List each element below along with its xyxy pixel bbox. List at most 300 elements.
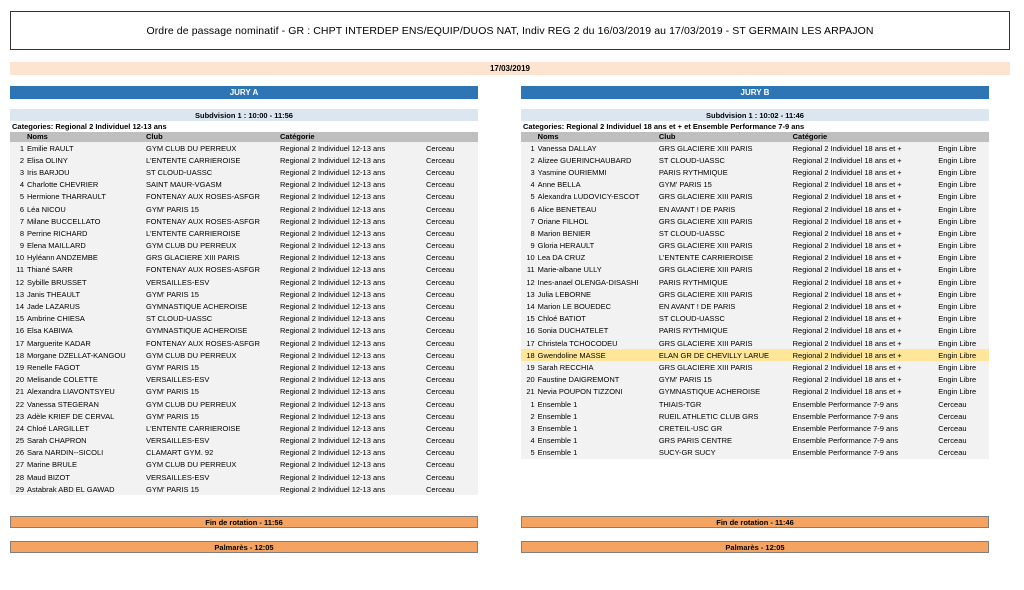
row-club: L'ENTENTE CARRIEROISE — [146, 423, 241, 433]
row-category: Regional 2 Individuel 18 ans et + — [792, 326, 902, 336]
row-name: Maud BIZOT — [27, 472, 70, 482]
row-category: Regional 2 Individuel 12-13 ans — [280, 216, 386, 226]
row-name: Ensemble 1 — [537, 448, 578, 458]
table-row — [10, 313, 478, 325]
jury-b-palmares — [521, 541, 989, 553]
row-club: GRS GLACIERE XIII PARIS — [658, 143, 753, 153]
row-apparatus: Cerceau — [426, 241, 455, 251]
table-row — [521, 252, 989, 264]
column-club: Club — [146, 132, 163, 141]
table-row — [10, 154, 478, 166]
table-row — [521, 325, 989, 337]
row-name: Anne BELLA — [537, 180, 581, 190]
table-row — [10, 435, 478, 447]
row-number: 7 — [530, 216, 535, 226]
row-club: FONTENAY AUX ROSES-ASFGR — [146, 338, 260, 348]
row-category: Regional 2 Individuel 18 ans et + — [792, 277, 902, 287]
row-category: Regional 2 Individuel 12-13 ans — [280, 302, 386, 312]
row-apparatus: Cerceau — [426, 375, 455, 385]
row-club: ST CLOUD-UASSC — [146, 314, 213, 324]
row-club: THIAIS-TGR — [658, 399, 702, 409]
row-category: Regional 2 Individuel 12-13 ans — [280, 448, 386, 458]
table-row — [521, 337, 989, 349]
table-row — [10, 374, 478, 386]
row-apparatus: Engin Libre — [938, 228, 977, 238]
table-row — [521, 313, 989, 325]
table-row — [521, 166, 989, 178]
table-row — [10, 337, 478, 349]
table-row — [521, 142, 989, 154]
row-number: 20 — [15, 375, 24, 385]
row-number: 1 — [19, 143, 24, 153]
row-category: Regional 2 Individuel 18 ans et + — [792, 155, 902, 165]
table-row — [10, 349, 478, 361]
row-number: 28 — [15, 472, 24, 482]
row-apparatus: Engin Libre — [938, 375, 977, 385]
row-name: Elisa OLINY — [27, 155, 68, 165]
row-club: ST CLOUD-UASSC — [658, 314, 725, 324]
row-apparatus: Cerceau — [426, 289, 455, 299]
row-club: SUCY-GR SUCY — [658, 448, 716, 458]
row-category: Regional 2 Individuel 12-13 ans — [280, 253, 386, 263]
row-name: Milane BUCCELLATO — [27, 216, 101, 226]
row-apparatus: Engin Libre — [938, 265, 977, 275]
row-club: GYM' PARIS 15 — [658, 180, 712, 190]
row-number: 17 — [526, 338, 535, 348]
row-apparatus: Cerceau — [938, 448, 967, 458]
jury-a-subdivision — [10, 109, 478, 121]
row-name: Faustine DAIGREMONT — [537, 375, 620, 385]
row-name: Sarah CHAPRON — [27, 436, 87, 446]
row-name: Marion BENIER — [537, 228, 591, 238]
row-apparatus: Engin Libre — [938, 350, 977, 360]
table-row — [521, 227, 989, 239]
table-row — [10, 227, 478, 239]
row-category: Ensemble Performance 7-9 ans — [792, 436, 899, 446]
jury-a-header — [10, 86, 478, 99]
jury-b-end-rotation — [521, 516, 989, 528]
row-club: L'ENTENTE CARRIEROISE — [658, 253, 754, 263]
row-name: Jade LAZARUS — [27, 302, 80, 312]
jury-a-palmares-text: Palmarès - 12:05 — [214, 542, 274, 552]
jury-b-column-header — [521, 132, 989, 142]
row-club: GYM CLUB DU PERREUX — [146, 143, 237, 153]
row-category: Regional 2 Individuel 12-13 ans — [280, 387, 386, 397]
jury-a-rows — [10, 142, 478, 495]
row-category: Regional 2 Individuel 12-13 ans — [280, 350, 386, 360]
row-number: 15 — [15, 314, 24, 324]
row-name: Ensemble 1 — [537, 436, 578, 446]
row-apparatus: Engin Libre — [938, 253, 977, 263]
table-row — [521, 435, 989, 447]
row-category: Regional 2 Individuel 12-13 ans — [280, 277, 386, 287]
row-apparatus: Cerceau — [426, 216, 455, 226]
row-name: Thiané SARR — [27, 265, 73, 275]
row-number: 5 — [530, 192, 535, 202]
row-number: 6 — [530, 204, 535, 214]
row-club: SAINT MAUR-VGASM — [146, 180, 222, 190]
row-apparatus: Cerceau — [938, 436, 967, 446]
row-club: GRS GLACIERE XIII PARIS — [658, 216, 753, 226]
row-number: 10 — [15, 253, 24, 263]
row-number: 13 — [526, 289, 535, 299]
row-name: Marion LE BOUEDEC — [537, 302, 612, 312]
table-row — [521, 276, 989, 288]
row-apparatus: Engin Libre — [938, 338, 977, 348]
row-category: Regional 2 Individuel 12-13 ans — [280, 155, 386, 165]
row-name: Alexandra LUDOVICY-ESCOT — [537, 192, 640, 202]
table-row — [521, 398, 989, 410]
row-club: VERSAILLES-ESV — [146, 436, 210, 446]
row-category: Regional 2 Individuel 12-13 ans — [280, 338, 386, 348]
row-club: ST CLOUD-UASSC — [658, 155, 725, 165]
table-row — [10, 191, 478, 203]
jury-b-categories: Categories: Regional 2 Individuel 18 ans et + et Ensemble Performance 7-9 ans — [523, 122, 805, 131]
row-apparatus: Engin Libre — [938, 204, 977, 214]
row-category: Regional 2 Individuel 12-13 ans — [280, 265, 386, 275]
table-row — [10, 288, 478, 300]
table-row — [10, 361, 478, 373]
row-club: EN AVANT ! DE PARIS — [658, 204, 736, 214]
row-club: GRS GLACIERE XIII PARIS — [658, 289, 753, 299]
row-name: Alizee GUERINCHAUBARD — [537, 155, 632, 165]
jury-a-panel — [10, 86, 478, 495]
row-name: Vanessa DALLAY — [537, 143, 597, 153]
row-number: 19 — [526, 362, 535, 372]
row-name: Julia LEBORNE — [537, 289, 592, 299]
row-number: 11 — [526, 265, 535, 275]
row-category: Regional 2 Individuel 12-13 ans — [280, 167, 386, 177]
row-category: Regional 2 Individuel 12-13 ans — [280, 289, 386, 299]
row-club: GYM CLUB DU PERREUX — [146, 241, 237, 251]
row-category: Ensemble Performance 7-9 ans — [792, 423, 899, 433]
row-category: Regional 2 Individuel 12-13 ans — [280, 180, 386, 190]
row-number: 6 — [19, 204, 24, 214]
row-club: FONTENAY AUX ROSES-ASFGR — [146, 192, 260, 202]
row-name: Morgane DZELLAT-KANGOU — [27, 350, 126, 360]
row-category: Regional 2 Individuel 12-13 ans — [280, 228, 386, 238]
row-category: Ensemble Performance 7-9 ans — [792, 411, 899, 421]
row-apparatus: Cerceau — [426, 411, 455, 421]
table-row — [10, 471, 478, 483]
row-number: 8 — [19, 228, 24, 238]
row-club: VERSAILLES-ESV — [146, 277, 210, 287]
row-name: Ensemble 1 — [537, 411, 578, 421]
row-name: Janis THEAULT — [27, 289, 81, 299]
row-category: Regional 2 Individuel 12-13 ans — [280, 192, 386, 202]
table-row — [10, 483, 478, 495]
row-category: Regional 2 Individuel 12-13 ans — [280, 411, 386, 421]
table-row — [521, 179, 989, 191]
row-category: Regional 2 Individuel 12-13 ans — [280, 472, 386, 482]
row-apparatus: Cerceau — [426, 362, 455, 372]
row-category: Regional 2 Individuel 12-13 ans — [280, 423, 386, 433]
row-category: Regional 2 Individuel 18 ans et + — [792, 241, 902, 251]
row-number: 9 — [19, 241, 24, 251]
row-club: GYM CLUB DU PERREUX — [146, 350, 237, 360]
row-apparatus: Engin Libre — [938, 192, 977, 202]
row-number: 13 — [15, 289, 24, 299]
document-title — [10, 11, 1010, 50]
table-row — [10, 325, 478, 337]
row-name: Gloria HERAULT — [537, 241, 595, 251]
table-row — [521, 215, 989, 227]
row-name: Perrine RICHARD — [27, 228, 88, 238]
table-row — [521, 154, 989, 166]
row-number: 1 — [530, 143, 535, 153]
row-club: PARIS RYTHMIQUE — [658, 167, 728, 177]
table-row — [10, 166, 478, 178]
row-category: Regional 2 Individuel 18 ans et + — [792, 338, 902, 348]
row-category: Regional 2 Individuel 18 ans et + — [792, 302, 902, 312]
row-club: GYM' PARIS 15 — [146, 411, 199, 421]
row-name: Emilie RAULT — [27, 143, 74, 153]
row-category: Regional 2 Individuel 18 ans et + — [792, 204, 902, 214]
table-row — [10, 240, 478, 252]
row-category: Regional 2 Individuel 12-13 ans — [280, 436, 386, 446]
row-name: Elena MAILLARD — [27, 241, 86, 251]
table-row — [521, 191, 989, 203]
row-apparatus: Engin Libre — [938, 143, 977, 153]
row-number: 15 — [526, 314, 535, 324]
row-category: Regional 2 Individuel 18 ans et + — [792, 362, 902, 372]
jury-b-header-text: JURY B — [740, 88, 770, 97]
row-name: Marie-albane ULLY — [537, 265, 602, 275]
row-club: GRS GLACIERE XIII PARIS — [658, 241, 753, 251]
row-name: Elsa KABIWA — [27, 326, 73, 336]
column-category: Catégorie — [280, 132, 315, 141]
row-number: 18 — [526, 350, 535, 360]
row-name: Adèle KRIEF DE CERVAL — [27, 411, 115, 421]
row-club: ST CLOUD-UASSC — [146, 167, 213, 177]
row-apparatus: Cerceau — [426, 387, 455, 397]
row-name: Gwendoline MASSE — [537, 350, 606, 360]
row-category: Regional 2 Individuel 18 ans et + — [792, 375, 902, 385]
row-name: Sarah RECCHIA — [537, 362, 594, 372]
row-club: GRS GLACIERE XIII PARIS — [658, 265, 753, 275]
row-apparatus: Engin Libre — [938, 326, 977, 336]
row-number: 21 — [15, 387, 24, 397]
row-club: GYMNASTIQUE ACHEROISE — [658, 387, 761, 397]
row-apparatus: Cerceau — [426, 167, 455, 177]
table-row — [521, 447, 989, 459]
row-club: GYM' PARIS 15 — [146, 387, 199, 397]
row-club: EN AVANT ! DE PARIS — [658, 302, 736, 312]
row-name: Marguerite KADAR — [27, 338, 91, 348]
row-number: 3 — [19, 167, 24, 177]
row-category: Regional 2 Individuel 12-13 ans — [280, 326, 386, 336]
row-apparatus: Cerceau — [426, 180, 455, 190]
row-apparatus: Engin Libre — [938, 362, 977, 372]
row-number: 9 — [530, 241, 535, 251]
row-number: 21 — [526, 387, 535, 397]
row-name: Charlotte CHEVRIER — [27, 180, 99, 190]
column-category: Catégorie — [792, 132, 828, 141]
row-apparatus: Cerceau — [426, 472, 455, 482]
row-category: Regional 2 Individuel 18 ans et + — [792, 253, 902, 263]
row-category: Regional 2 Individuel 18 ans et + — [792, 314, 902, 324]
jury-b-end-rotation-text: Fin de rotation - 11:46 — [716, 517, 794, 527]
row-number: 3 — [530, 423, 535, 433]
jury-b-panel — [521, 86, 989, 459]
row-name: Sonia DUCHATELET — [537, 326, 609, 336]
row-apparatus: Engin Libre — [938, 289, 977, 299]
row-category: Regional 2 Individuel 12-13 ans — [280, 241, 386, 251]
row-apparatus: Cerceau — [426, 265, 455, 275]
row-category: Regional 2 Individuel 18 ans et + — [792, 216, 902, 226]
row-club: PARIS RYTHMIQUE — [658, 277, 728, 287]
row-name: Astabrak ABD EL GAWAD — [27, 484, 115, 494]
row-name: Alexandra LIAVONTSYEU — [27, 387, 115, 397]
jury-a-column-header — [10, 132, 478, 142]
row-number: 5 — [530, 448, 535, 458]
row-apparatus: Cerceau — [938, 423, 967, 433]
row-category: Regional 2 Individuel 12-13 ans — [280, 460, 386, 470]
row-apparatus: Cerceau — [938, 399, 967, 409]
table-row — [10, 410, 478, 422]
row-apparatus: Cerceau — [426, 204, 455, 214]
table-row — [10, 398, 478, 410]
jury-a-header-text: JURY A — [229, 88, 259, 97]
row-number: 19 — [15, 362, 24, 372]
row-apparatus: Cerceau — [426, 314, 455, 324]
row-name: Sara NARDIN--SICOLI — [27, 448, 104, 458]
row-apparatus: Cerceau — [426, 338, 455, 348]
row-category: Regional 2 Individuel 12-13 ans — [280, 143, 386, 153]
row-club: GRS GLACIERE XIII PARIS — [658, 362, 753, 372]
row-club: GRS PARIS CENTRE — [658, 436, 733, 446]
row-club: GYM' PARIS 15 — [146, 484, 199, 494]
row-category: Regional 2 Individuel 18 ans et + — [792, 350, 902, 360]
row-club: L'ENTENTE CARRIEROISE — [146, 155, 241, 165]
row-apparatus: Cerceau — [426, 399, 455, 409]
row-name: Marine BRULE — [27, 460, 78, 470]
row-club: RUEIL ATHLETIC CLUB GRS — [658, 411, 759, 421]
row-number: 3 — [530, 167, 535, 177]
row-number: 17 — [15, 338, 24, 348]
table-row — [10, 386, 478, 398]
row-name: Ines-anael OLENGA-DISASHI — [537, 277, 639, 287]
row-club: GYM CLUB DU PERREUX — [146, 399, 237, 409]
row-number: 5 — [19, 192, 24, 202]
row-category: Regional 2 Individuel 18 ans et + — [792, 289, 902, 299]
table-row — [521, 374, 989, 386]
row-name: Hermione THARRAULT — [27, 192, 106, 202]
row-apparatus: Cerceau — [426, 326, 455, 336]
row-number: 29 — [15, 484, 24, 494]
row-apparatus: Cerceau — [426, 253, 455, 263]
row-number: 8 — [530, 228, 535, 238]
table-row — [521, 422, 989, 434]
row-apparatus: Cerceau — [426, 302, 455, 312]
jury-a-categories: Categories: Regional 2 Individuel 12-13 ans — [12, 122, 167, 131]
row-apparatus: Engin Libre — [938, 314, 977, 324]
row-club: GYM' PARIS 15 — [658, 375, 712, 385]
column-name: Noms — [537, 132, 559, 141]
row-apparatus: Cerceau — [426, 350, 455, 360]
table-row — [10, 300, 478, 312]
jury-b-rows — [521, 142, 989, 459]
row-number: 27 — [15, 460, 24, 470]
row-name: Yasmine OURIEMMI — [537, 167, 607, 177]
row-apparatus: Engin Libre — [938, 167, 977, 177]
row-category: Ensemble Performance 7-9 ans — [792, 399, 899, 409]
table-row — [10, 264, 478, 276]
table-row — [521, 300, 989, 312]
row-name: Renelle FAGOT — [27, 362, 80, 372]
row-name: Melisande COLETTE — [27, 375, 98, 385]
column-club: Club — [658, 132, 676, 141]
row-number: 4 — [19, 180, 24, 190]
row-number: 2 — [530, 411, 535, 421]
row-number: 22 — [15, 399, 24, 409]
row-number: 4 — [530, 436, 535, 446]
row-apparatus: Cerceau — [426, 484, 455, 494]
row-name: Oriane FILHOL — [537, 216, 589, 226]
row-apparatus: Engin Libre — [938, 155, 977, 165]
row-category: Regional 2 Individuel 12-13 ans — [280, 204, 386, 214]
row-number: 10 — [526, 253, 535, 263]
row-apparatus: Cerceau — [426, 460, 455, 470]
row-club: CRETEIL-USC GR — [658, 423, 723, 433]
row-apparatus: Cerceau — [426, 448, 455, 458]
table-row — [521, 264, 989, 276]
row-club: GYMNASTIQUE ACHEROISE — [146, 302, 248, 312]
row-category: Regional 2 Individuel 12-13 ans — [280, 362, 386, 372]
row-name: Sybille BRUSSET — [27, 277, 87, 287]
row-number: 14 — [526, 302, 535, 312]
row-club: PARIS RYTHMIQUE — [658, 326, 728, 336]
row-club: GYM' PARIS 15 — [146, 362, 199, 372]
table-row — [10, 252, 478, 264]
table-row — [10, 179, 478, 191]
table-row — [10, 459, 478, 471]
row-category: Regional 2 Individuel 12-13 ans — [280, 399, 386, 409]
row-club: GYM' PARIS 15 — [146, 289, 199, 299]
row-number: 16 — [526, 326, 535, 336]
row-number: 2 — [530, 155, 535, 165]
row-name: Ambrine CHIESA — [27, 314, 85, 324]
jury-a-end-rotation — [10, 516, 478, 528]
row-category: Regional 2 Individuel 18 ans et + — [792, 167, 902, 177]
row-apparatus: Engin Libre — [938, 216, 977, 226]
row-number: 20 — [526, 375, 535, 385]
row-number: 16 — [15, 326, 24, 336]
table-row — [521, 361, 989, 373]
row-apparatus: Cerceau — [426, 228, 455, 238]
row-apparatus: Cerceau — [426, 192, 455, 202]
row-club: VERSAILLES-ESV — [146, 375, 210, 385]
table-row — [10, 142, 478, 154]
row-name: Alice BENETEAU — [537, 204, 597, 214]
row-club: GRS GLACIERE XIII PARIS — [146, 253, 240, 263]
row-apparatus: Cerceau — [426, 423, 455, 433]
jury-b-subdivision-text: Subdvision 1 : 10:02 - 11:46 — [706, 110, 804, 120]
row-number: 12 — [15, 277, 24, 287]
row-club: GYM' PARIS 15 — [146, 204, 199, 214]
jury-b-palmares-text: Palmarès - 12:05 — [725, 542, 785, 552]
jury-a-palmares — [10, 541, 478, 553]
row-name: Nevia POUPON TIZZONI — [537, 387, 623, 397]
table-row — [10, 203, 478, 215]
jury-a-subdivision-text: Subdvision 1 : 10:00 - 11:56 — [195, 110, 293, 120]
row-category: Regional 2 Individuel 12-13 ans — [280, 314, 386, 324]
row-club: GRS GLACIERE XIII PARIS — [658, 338, 753, 348]
row-name: Christela TCHOCODEU — [537, 338, 618, 348]
date-bar — [10, 62, 1010, 75]
row-number: 7 — [19, 216, 24, 226]
row-club: FONTENAY AUX ROSES-ASFGR — [146, 265, 260, 275]
